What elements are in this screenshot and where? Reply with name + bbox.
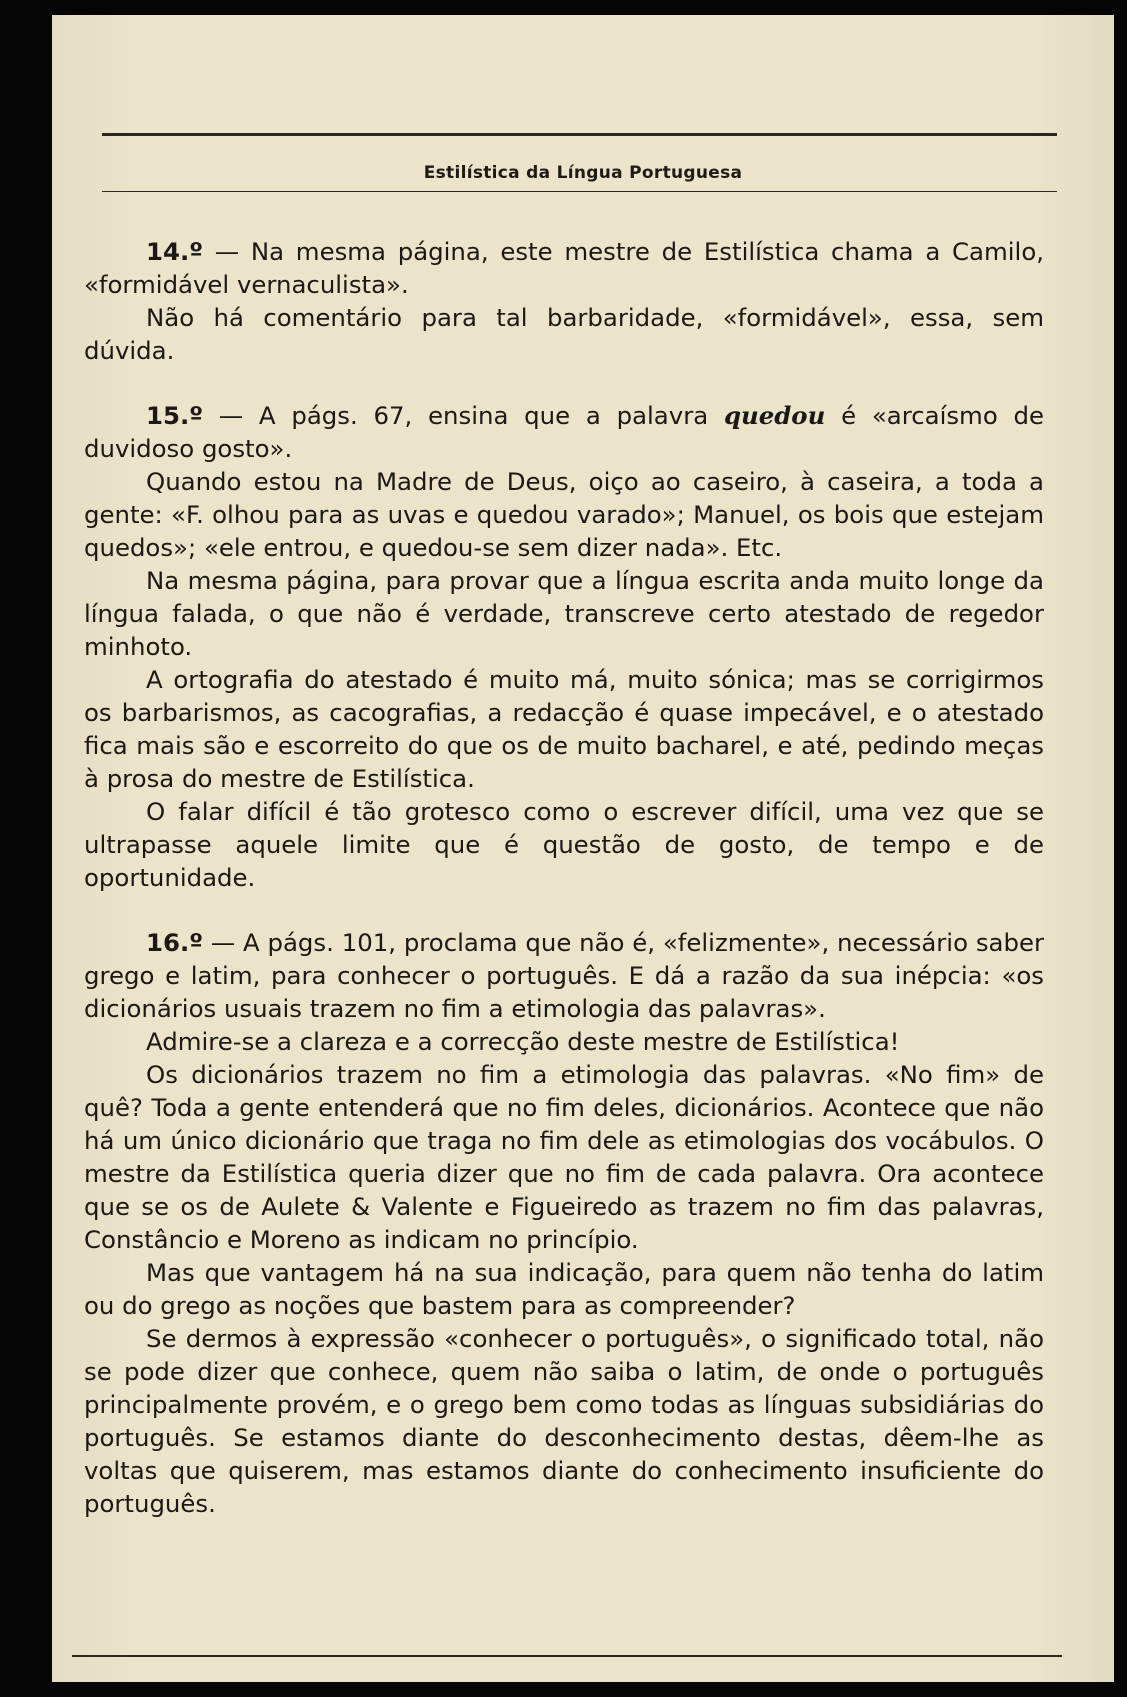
section-15-paragraph-5: O falar difícil é tão grotesco como o escrever difícil, uma vez que se ultrapasse aquele limite que é questão de gosto, de tempo e de oportunidade. bbox=[84, 797, 1044, 892]
paragraph-text: — Na mesma página, este mestre de Estilística chama a Camilo, «formidável vernaculista». bbox=[84, 237, 1044, 299]
section-16-paragraph-5: Se dermos à expressão «conhecer o português», o significado total, não se pode dizer que conhece, quem não saiba o latim, de onde o português principalmente provém, e o grego bem como todas as línguas subsidiárias do português. Se estamos diante do desconhecimento destas, dêem-lhe as voltas que quiserem, mas estamos diante do conhecimento insuficiente do português. bbox=[84, 1324, 1044, 1518]
body-text bbox=[84, 235, 1044, 1520]
header-rule-top bbox=[102, 133, 1057, 136]
running-head: Estilística da Língua Portuguesa bbox=[423, 163, 743, 183]
section-15-paragraph-4: A ortografia do atestado é muito má, muito sónica; mas se corrigirmos os barbarismos, as cacografias, a redacção é quase impecável, e o atestado fica mais são e escorreito do que os de muito bacharel, e até, pedindo meças à prosa do mestre de Estilística. bbox=[84, 665, 1044, 793]
section-number: 14.º bbox=[146, 237, 203, 266]
section-16-paragraph-2: Admire-se a clareza e a correcção deste mestre de Estilística! bbox=[146, 1027, 900, 1056]
header-rule-bottom bbox=[102, 191, 1057, 192]
section-16-paragraph-1 bbox=[84, 926, 1044, 1025]
section-15-paragraph-2: Quando estou na Madre de Deus, oiço ao caseiro, à caseira, a toda a gente: «F. olhou para as uvas e quedou varado»; Manuel, os bois que estejam quedos»; «ele entrou, e quedou-se sem dizer nada». Etc. bbox=[84, 467, 1044, 562]
section-14-paragraph-2: Não há comentário para tal barbaridade, «formidável», essa, sem dúvida. bbox=[84, 303, 1044, 365]
clipping-page bbox=[52, 15, 1114, 1682]
section-15-paragraph-3: Na mesma página, para provar que a língua escrita anda muito longe da língua falada, o que não é verdade, transcreve certo atestado de regedor minhoto. bbox=[84, 566, 1044, 661]
section-number: 15.º bbox=[146, 401, 203, 430]
footer-rule bbox=[72, 1655, 1062, 1657]
section-16-paragraph-4: Mas que vantagem há na sua indicação, para quem não tenha do latim ou do grego as noções que bastem para as compreender? bbox=[84, 1258, 1044, 1320]
emphasized-word: quedou bbox=[723, 401, 826, 430]
section-number: 16.º bbox=[146, 928, 203, 957]
paragraph-text: — A págs. 67, ensina que a palavra bbox=[202, 401, 724, 430]
section-16-paragraph-3: Os dicionários trazem no fim a etimologia das palavras. «No fim» de quê? Toda a gente entenderá que no fim deles, dicionários. Acontece que não há um único dicionário que traga no fim dele as etimologias dos vocábulos. O mestre da Estilística queria dizer que no fim de cada palavra. Ora acontece que se os de Aulete & Valente e Figueiredo as trazem no fim das palavras, Constâncio e Moreno as indicam no princípio. bbox=[84, 1060, 1044, 1254]
section-15-paragraph-1 bbox=[84, 399, 1044, 465]
section-14-paragraph-1 bbox=[84, 235, 1044, 301]
paragraph-text: — A págs. 101, proclama que não é, «felizmente», necessário saber grego e latim, para conhecer o português. E dá a razão da sua inépcia: «os dicionários usuais trazem no fim a etimologia das palavras». bbox=[84, 928, 1044, 1023]
paragraph-text: é «arcaísmo de duvidoso gosto». bbox=[84, 401, 1044, 463]
